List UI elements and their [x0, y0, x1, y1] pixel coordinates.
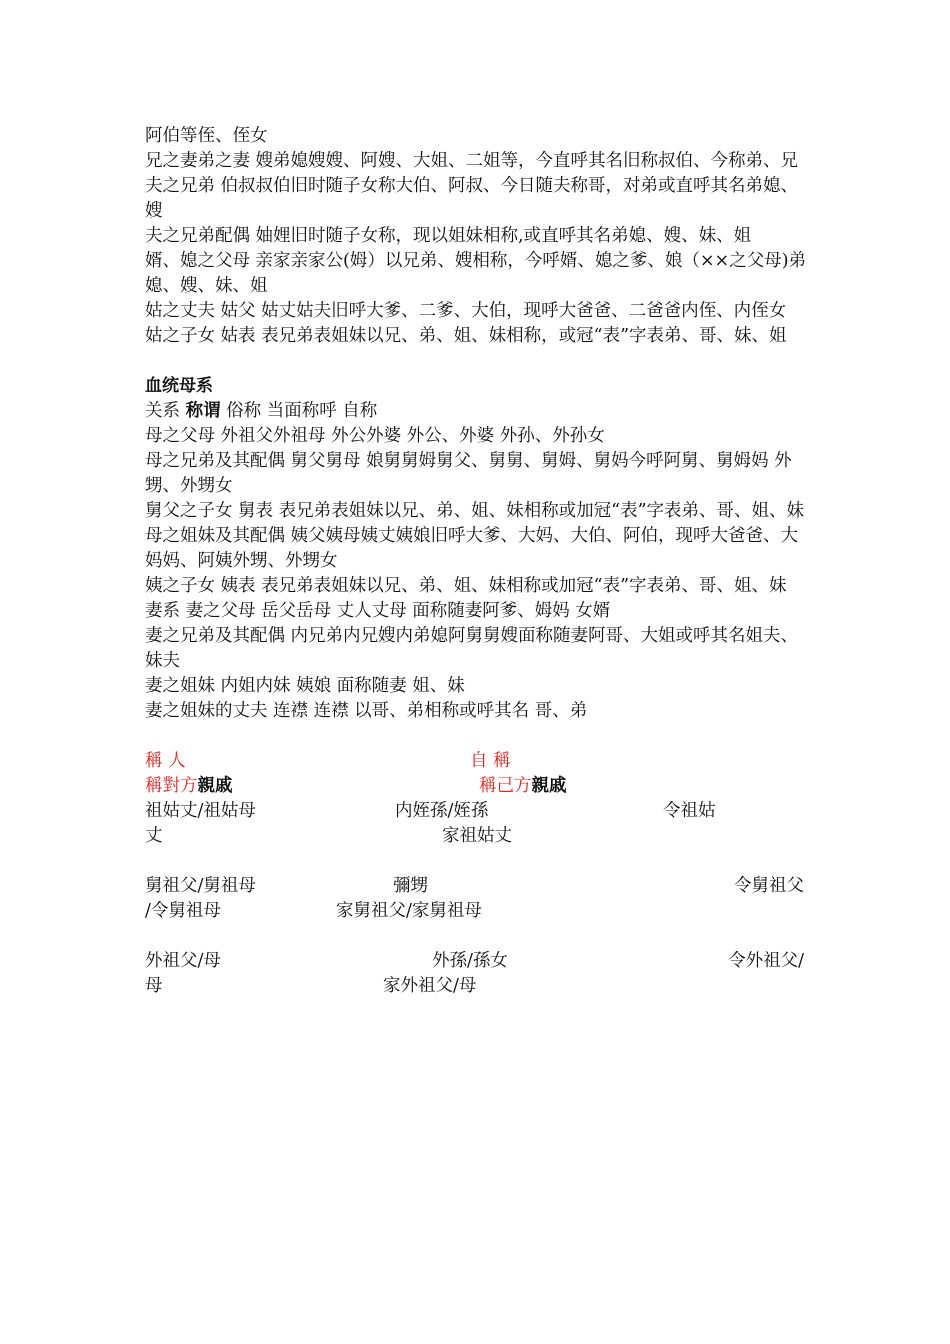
- text-line: 阿伯等侄、侄女: [145, 126, 268, 146]
- entry-cell: 舅祖父/舅祖母: [145, 876, 256, 896]
- address-terms-table: [145, 749, 810, 999]
- left-subtitle-red: 稱對方: [145, 776, 198, 796]
- maternal-section: [145, 424, 810, 724]
- header-part: 关系: [145, 401, 186, 421]
- entry-row: [145, 799, 810, 824]
- right-subtitle-bold: 親戚: [531, 776, 567, 796]
- table-entry: [145, 799, 810, 849]
- text-line: 妻之姐妹的丈夫 连襟 连襟 以哥、弟相称或呼其名 哥、弟: [145, 701, 588, 721]
- entry-cell: 令舅祖父: [734, 876, 804, 896]
- entry-row: [145, 874, 810, 899]
- table-title-row: [145, 749, 810, 774]
- document-page: [145, 124, 810, 999]
- entry-cell: 令祖姑: [663, 801, 716, 821]
- paternal-in-law-section: [145, 124, 810, 349]
- left-title: 稱 人: [145, 751, 186, 771]
- text-line: 舅父之子女 舅表 表兄弟表姐妹以兄、弟、姐、妹相称或加冠“表”字表弟、哥、姐、妹: [145, 501, 805, 521]
- entry-cell: 家祖姑丈: [442, 826, 512, 846]
- spacer: [145, 849, 810, 874]
- spacer: [145, 349, 810, 374]
- entry-cell: 家外祖父/母: [383, 976, 477, 996]
- spacer: [145, 924, 810, 949]
- text-line: 母之父母 外祖父外祖母 外公外婆 外公、外婆 外孙、外孙女: [145, 426, 605, 446]
- text-line: 姑之丈夫 姑父 姑丈姑夫旧呼大爹、二爹、大伯，现呼大爸爸、二爸爸内侄、内侄女: [145, 301, 787, 321]
- header-part: 俗称 当面称呼 自称: [220, 401, 378, 421]
- entry-cell: 彌甥: [393, 876, 428, 896]
- left-subtitle-bold: 親戚: [197, 776, 233, 796]
- entry-cell: 内姪孫/姪孫: [395, 801, 489, 821]
- entry-row: [145, 974, 810, 999]
- text-line: 夫之兄弟 伯叔叔伯旧时随子女称大伯、阿叔、今日随夫称哥，对弟或直呼其名弟媳、嫂: [145, 176, 799, 221]
- entry-cell: 母: [145, 976, 163, 996]
- right-subtitle-red: 稱己方: [479, 776, 532, 796]
- entry-cell: 令外祖父/: [728, 951, 804, 971]
- entry-cell: 祖姑丈/祖姑母: [145, 801, 256, 821]
- entry-row: [145, 899, 810, 924]
- section-heading: 血统母系: [145, 376, 213, 396]
- text-line: 姑之子女 姑表 表兄弟表姐妹以兄、弟、姐、妹相称，或冠“表”字表弟、哥、妹、姐: [145, 326, 787, 346]
- text-line: 母之姐妹及其配偶 姨父姨母姨丈姨娘旧呼大爹、大妈、大伯、阿伯，现呼大爸爸、大妈妈、阿姨外甥、外甥女: [145, 526, 799, 571]
- spacer: [145, 724, 810, 749]
- text-line: 妻之兄弟及其配偶 内兄弟内兄嫂内弟媳阿舅舅嫂面称随妻阿哥、大姐或呼其名姐夫、妹夫: [145, 626, 799, 671]
- right-subtitle: [479, 774, 567, 799]
- entry-cell: /令舅祖母: [145, 901, 221, 921]
- text-line: 母之兄弟及其配偶 舅父舅母 娘舅舅姆舅父、舅舅、舅姆、舅妈今呼阿舅、舅姆妈 外甥、外甥女: [145, 451, 792, 496]
- text-line: 姨之子女 姨表 表兄弟表姐妹以兄、弟、姐、妹相称或加冠“表”字表弟、哥、姐、妹: [145, 576, 787, 596]
- entry-cell: 外孫/孫女: [432, 951, 508, 971]
- text-line: 兄之妻弟之妻 嫂弟媳嫂嫂、阿嫂、大姐、二姐等，今直呼其名旧称叔伯、今称弟、兄: [145, 151, 799, 171]
- left-subtitle: [145, 774, 233, 799]
- text-line: 夫之兄弟配偶 妯娌旧时随子女称，现以姐妹相称,或直呼其名弟媳、嫂、妹、姐: [145, 226, 752, 246]
- entry-row: [145, 949, 810, 974]
- entry-cell: 丈: [145, 826, 163, 846]
- table-entry: [145, 949, 810, 999]
- right-title: 自 稱: [470, 751, 511, 771]
- header-bold-term: 称谓: [185, 401, 221, 421]
- table-entry: [145, 874, 810, 924]
- text-line: 妻系 妻之父母 岳父岳母 丈人丈母 面称随妻阿爹、姆妈 女婿: [145, 601, 611, 621]
- entry-row: [145, 824, 810, 849]
- column-header-row: [145, 399, 810, 424]
- text-line: 婿、媳之父母 亲家亲家公(姆）以兄弟、嫂相称，今呼婿、媳之爹、娘（××之父母)弟媳、嫂、妹、姐: [145, 251, 807, 296]
- table-subtitle-row: [145, 774, 810, 799]
- entry-cell: 家舅祖父/家舅祖母: [336, 901, 482, 921]
- text-line: 妻之姐妹 内姐内妹 姨娘 面称随妻 姐、妹: [145, 676, 465, 696]
- entry-cell: 外祖父/母: [145, 951, 221, 971]
